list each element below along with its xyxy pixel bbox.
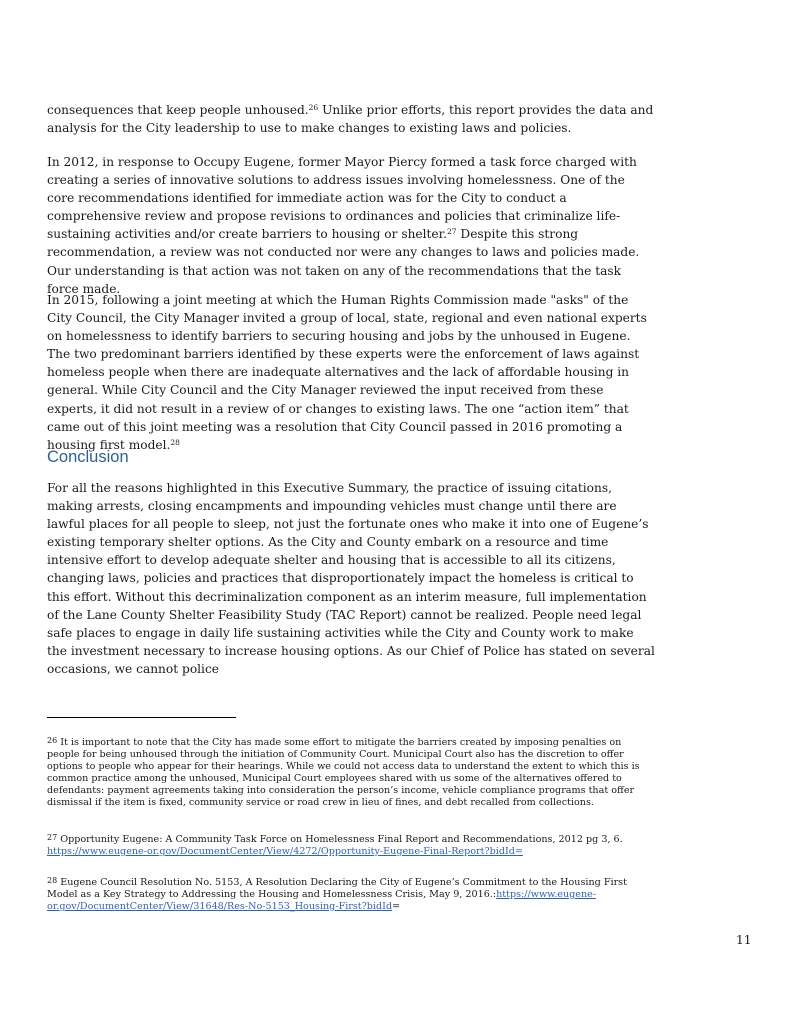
footnote-number: 26 bbox=[47, 736, 58, 745]
footnote-number: 27 bbox=[47, 833, 58, 842]
footnote-27 bbox=[47, 834, 647, 858]
body-paragraph-1 bbox=[47, 101, 655, 137]
footnote-text: Opportunity Eugene: A Community Task Force on Homelessness Final Report and Recommendations, 2012 pg 3, 6. bbox=[57, 834, 623, 845]
footnote-link[interactable]: https://www.eugene-or.gov/DocumentCenter/View/31648/Res-No-5153_Housing-First?bidId bbox=[47, 889, 597, 913]
paragraph-text: Despite this strong recommendation, a review was not conducted nor were any changes to laws and policies made. Our understanding is that action was not taken on any of the recommendations that the task force made. bbox=[47, 227, 640, 296]
footnote-text: It is important to note that the City has made some effort to mitigate the barriers created by imposing penalties on people for being unhoused through the initiation of Community Court. Municipal Court also has the discretion to offer options to people who appear for their hearings. While we could not access data to understand the extent to which this is common practice among the unhoused, Municipal Court employees shared with us some of the alternatives offered to defendants: payment agreements taking into consideration the person’s income, vehicle compliance programs that offer dismissal if the item is fixed, community service or road crew in lieu of fines, and debt recalled from collections. bbox=[47, 737, 640, 809]
paragraph-text: In 2015, following a joint meeting at which the Human Rights Commission made "asks" of the City Council, the City Manager invited a group of local, state, regional and even national experts on homelessness to identify barriers to securing housing and jobs by the unhoused in Eugene. The two predominant barriers identified by these experts were the enforcement of laws against homeless people when there are inadequate alternatives and the lack of affordable housing in general. While City Council and the City Manager reviewed the input received from these experts, it did not result in a review of or changes to existing laws. The one “action item” that came out of this joint meeting was a resolution that City Council passed in 2016 promoting a housing first model. bbox=[47, 293, 647, 452]
footnote-separator bbox=[47, 717, 236, 718]
paragraph-text: Unlike prior efforts, this report provides the data and analysis for the City leadership to use to make changes to existing laws and policies. bbox=[47, 103, 654, 136]
conclusion-paragraph: For all the reasons highlighted in this Executive Summary, the practice of issuing citations, making arrests, closing encampments and impounding vehicles must change until there are lawful places for all people to sleep, not just the fortunate ones who make it into one of Eugene’s existing temporary shelter options. As the City and County embark on a resource and time intensive effort to develop adequate shelter and housing that is accessible to all its citizens, changing laws, policies and practices that disproportionately impact the homeless is critical to this effort. Without this decriminalization component as an interim measure, full implementation of the Lane County Shelter Feasibility Study (TAC Report) cannot be realized. People need legal safe places to engage in daily life sustaining activities while the City and County work to make the investment necessary to increase housing options. As our Chief of Police has stated on several occasions, we cannot police bbox=[47, 481, 655, 676]
footnote-ref-27[interactable]: 27 bbox=[447, 227, 457, 237]
footnote-28 bbox=[47, 877, 647, 913]
page-number: 11 bbox=[736, 933, 752, 947]
footnote-text: Eugene Council Resolution No. 5153, A Resolution Declaring the City of Eugene’s Commitment to the Housing First Model as a Key Strategy to Addressing the Housing and Homelessness Crisis, May 9, 2016.: bbox=[47, 877, 627, 901]
body-paragraph-2 bbox=[47, 153, 655, 298]
footnote-ref-26[interactable]: 26 bbox=[308, 103, 319, 112]
footnote-26 bbox=[47, 737, 647, 810]
footnote-number: 28 bbox=[47, 876, 58, 885]
conclusion-heading: Conclusion bbox=[47, 448, 129, 466]
footnote-ref-28[interactable]: 28 bbox=[170, 437, 180, 447]
footnote-link[interactable]: https://www.eugene-or.gov/DocumentCenter/View/4272/Opportunity-Eugene-Final-Report?bidId= bbox=[47, 846, 523, 858]
paragraph-text: consequences that keep people unhoused. bbox=[47, 103, 309, 117]
footnote-tail: = bbox=[392, 901, 401, 913]
paragraph-text: In 2012, in response to Occupy Eugene, former Mayor Piercy formed a task force charged with creating a series of innovative solutions to address issues involving homelessness. One of the core recommendations identified for immediate action was for the City to conduct a comprehensive review and propose revisions to ordinances and policies that criminalize life-sustaining activities and/or create barriers to housing or shelter. bbox=[47, 155, 637, 242]
body-paragraph-3 bbox=[47, 291, 655, 454]
